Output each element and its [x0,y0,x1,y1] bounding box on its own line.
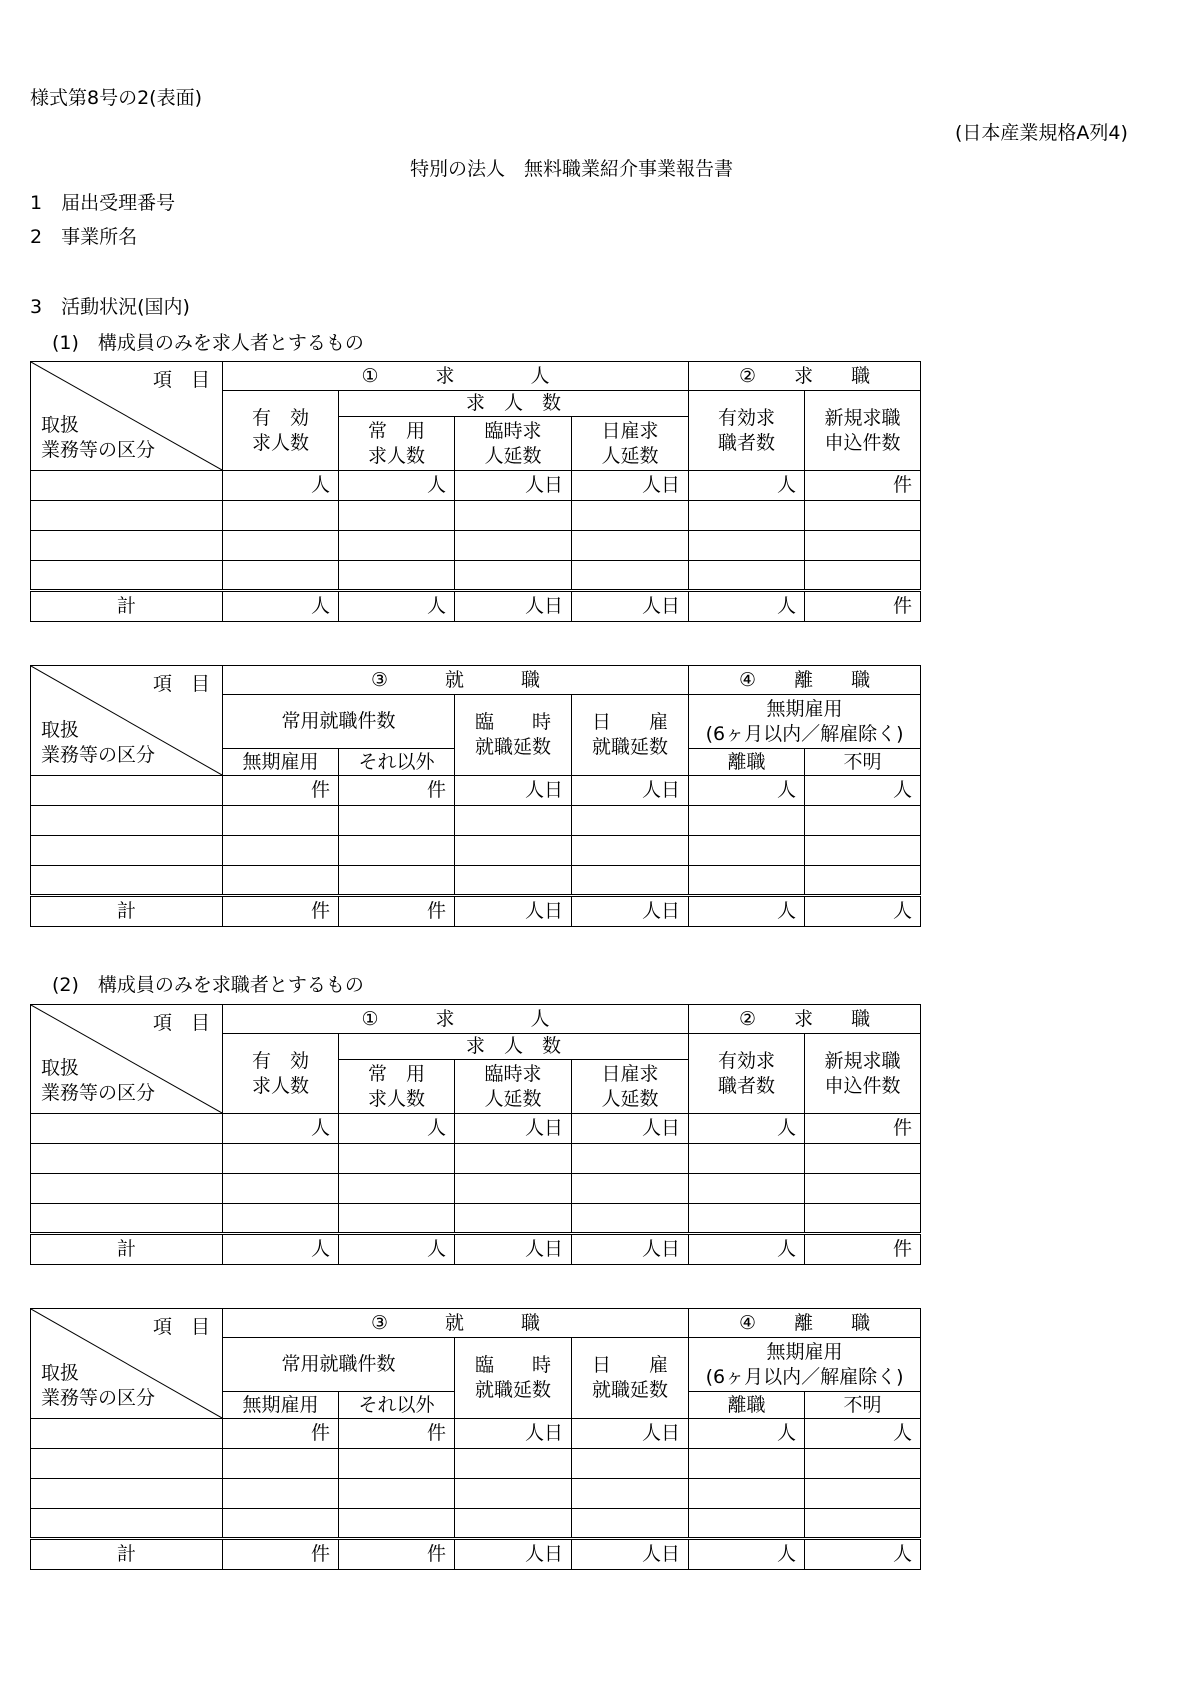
unit-cell: 人 [223,1234,339,1265]
col-header-daily-openings: 日雇求 人延数 [572,417,689,471]
table-2-employment [30,1308,921,1570]
col-header-valid-openings: 有 効 求人数 [223,1034,339,1114]
table-row [31,501,921,531]
table-1-recruitment [30,361,921,622]
col-header-unknown: 不明 [805,1392,921,1419]
unit-cell: 人 [223,1114,339,1144]
input-cell[interactable] [455,866,572,896]
input-cell[interactable] [31,836,223,866]
input-cell[interactable] [31,501,223,531]
input-cell[interactable] [339,1204,455,1234]
unit-cell: 件 [805,471,921,501]
unit-cell: 人 [223,471,339,501]
table-row [31,531,921,561]
col-header-valid-seekers: 有効求 職者数 [689,391,805,471]
unit-cell: 件 [339,1539,455,1570]
table-row [31,561,921,591]
input-cell[interactable] [455,1509,572,1539]
total-row [31,1539,921,1570]
group-header-recruitment: ① 求 人 [223,1005,689,1034]
input-cell[interactable] [339,501,455,531]
col-header-other: それ以外 [339,1392,455,1419]
table-corner-header [31,1309,223,1419]
input-cell[interactable] [689,1509,805,1539]
input-cell[interactable] [223,531,339,561]
unit-row [31,471,921,501]
col-header-daily-placements: 日 雇 就職延数 [572,1338,689,1419]
input-cell[interactable] [689,561,805,591]
table-row [31,1204,921,1234]
table-row [31,1479,921,1509]
input-cell[interactable] [31,776,223,806]
input-cell[interactable] [689,1204,805,1234]
group-header-separation: ④ 離 職 [689,666,921,695]
unit-cell: 人 [689,1539,805,1570]
input-cell[interactable] [31,1144,223,1174]
unit-row [31,1419,921,1449]
item-1-label: 1 届出受理番号 [30,192,176,214]
input-cell[interactable] [223,1449,339,1479]
input-cell[interactable] [689,1144,805,1174]
input-cell[interactable] [31,1419,223,1449]
total-label: 計 [31,591,223,622]
item-2-label: 2 事業所名 [30,226,138,248]
input-cell[interactable] [455,806,572,836]
input-cell[interactable] [455,1144,572,1174]
input-cell[interactable] [223,1204,339,1234]
input-cell[interactable] [805,806,921,836]
col-header-separated: 離職 [689,749,805,776]
subgroup-header-indefinite-employment: 無期雇用 (6ヶ月以内／解雇除く) [689,695,921,749]
total-row [31,591,921,622]
group-header-separation: ④ 離 職 [689,1309,921,1338]
unit-cell: 人 [339,1114,455,1144]
unit-cell: 人 [339,591,455,622]
subsection-2-label: (2) 構成員のみを求職者とするもの [52,974,364,996]
subgroup-header-indefinite-employment: 無期雇用 (6ヶ月以内／解雇除く) [689,1338,921,1392]
input-cell[interactable] [223,836,339,866]
item-3-label: 3 活動状況(国内) [30,296,190,318]
input-cell[interactable] [805,1204,921,1234]
col-header-other: それ以外 [339,749,455,776]
table-row [31,1509,921,1539]
unit-row [31,1114,921,1144]
unit-cell: 件 [339,896,455,927]
input-cell[interactable] [572,1479,689,1509]
input-cell[interactable] [339,806,455,836]
input-cell[interactable] [223,1174,339,1204]
unit-cell: 人日 [572,1419,689,1449]
input-cell[interactable] [31,1509,223,1539]
total-label: 計 [31,1539,223,1570]
input-cell[interactable] [805,836,921,866]
col-header-temporary-placements: 臨 時 就職延数 [455,1338,572,1419]
input-cell[interactable] [455,531,572,561]
col-header-valid-openings: 有 効 求人数 [223,391,339,471]
unit-cell: 人 [805,1419,921,1449]
input-cell[interactable] [572,1174,689,1204]
input-cell[interactable] [31,1479,223,1509]
unit-cell: 人 [339,471,455,501]
input-cell[interactable] [805,501,921,531]
table-row [31,806,921,836]
input-cell[interactable] [805,531,921,561]
col-header-indefinite: 無期雇用 [223,749,339,776]
col-header-temporary-placements: 臨 時 就職延数 [455,695,572,776]
unit-cell: 人日 [455,1234,572,1265]
unit-cell: 人 [689,591,805,622]
subsection-1-label: (1) 構成員のみを求人者とするもの [52,332,364,354]
page-title: 特別の法人 無料職業紹介事業報告書 [410,158,734,180]
subgroup-header-openings: 求 人 数 [339,1034,689,1060]
unit-cell: 人 [805,776,921,806]
input-cell[interactable] [805,1144,921,1174]
unit-cell: 件 [339,1419,455,1449]
input-cell[interactable] [339,836,455,866]
unit-cell: 人 [689,1234,805,1265]
subgroup-header-regular-placements: 常用就職件数 [223,1338,455,1392]
input-cell[interactable] [339,1144,455,1174]
input-cell[interactable] [339,1509,455,1539]
input-cell[interactable] [339,1479,455,1509]
col-header-new-applications: 新規求職 申込件数 [805,391,921,471]
col-header-regular-openings: 常 用 求人数 [339,417,455,471]
col-header-daily-placements: 日 雇 就職延数 [572,695,689,776]
input-cell[interactable] [455,1174,572,1204]
corner-item-label: 項 目 [152,369,210,391]
input-cell[interactable] [339,561,455,591]
input-cell[interactable] [689,501,805,531]
input-cell[interactable] [455,561,572,591]
input-cell[interactable] [572,531,689,561]
group-header-job-seeking: ② 求 職 [689,1005,921,1034]
input-cell[interactable] [455,1204,572,1234]
input-cell[interactable] [689,1174,805,1204]
input-cell[interactable] [223,1479,339,1509]
input-cell[interactable] [223,1509,339,1539]
input-cell[interactable] [455,1479,572,1509]
col-header-temporary-openings: 臨時求 人延数 [455,1060,572,1114]
col-header-unknown: 不明 [805,749,921,776]
group-header-employment: ③ 就 職 [223,666,689,695]
col-header-separated: 離職 [689,1392,805,1419]
col-header-indefinite: 無期雇用 [223,1392,339,1419]
paper-size-note: (日本産業規格A列4) [955,122,1128,144]
input-cell[interactable] [455,501,572,531]
input-cell[interactable] [689,1449,805,1479]
table-row [31,1449,921,1479]
input-cell[interactable] [455,836,572,866]
input-cell[interactable] [689,1479,805,1509]
input-cell[interactable] [223,866,339,896]
unit-cell: 件 [339,776,455,806]
input-cell[interactable] [31,471,223,501]
input-cell[interactable] [572,1204,689,1234]
unit-cell: 件 [805,591,921,622]
unit-cell: 人 [689,1114,805,1144]
unit-cell: 人日 [572,1114,689,1144]
input-cell[interactable] [689,531,805,561]
total-row [31,1234,921,1265]
input-cell[interactable] [31,866,223,896]
unit-cell: 人 [689,1419,805,1449]
table-corner-header [31,1005,223,1114]
unit-cell: 件 [805,1114,921,1144]
input-cell[interactable] [339,866,455,896]
table-1-employment [30,665,921,927]
unit-cell: 人日 [455,1419,572,1449]
col-header-temporary-openings: 臨時求 人延数 [455,417,572,471]
input-cell[interactable] [223,561,339,591]
input-cell[interactable] [572,561,689,591]
unit-cell: 件 [223,896,339,927]
input-cell[interactable] [689,806,805,836]
input-cell[interactable] [572,1509,689,1539]
unit-cell: 人 [805,1539,921,1570]
unit-cell: 人日 [455,776,572,806]
corner-category-label: 取扱 業務等の区分 [41,718,156,767]
unit-row [31,776,921,806]
input-cell[interactable] [805,1479,921,1509]
input-cell[interactable] [223,1144,339,1174]
input-cell[interactable] [31,1114,223,1144]
unit-cell: 人日 [455,591,572,622]
col-header-daily-openings: 日雇求 人延数 [572,1060,689,1114]
table-corner-header [31,666,223,776]
input-cell[interactable] [572,1449,689,1479]
unit-cell: 人 [805,896,921,927]
unit-cell: 人 [223,591,339,622]
input-cell[interactable] [572,866,689,896]
total-label: 計 [31,1234,223,1265]
input-cell[interactable] [31,531,223,561]
unit-cell: 人日 [455,1114,572,1144]
table-row [31,1144,921,1174]
table-row [31,1174,921,1204]
input-cell[interactable] [31,561,223,591]
unit-cell: 人 [689,896,805,927]
corner-category-label: 取扱 業務等の区分 [41,1056,156,1105]
subgroup-header-regular-placements: 常用就職件数 [223,695,455,749]
unit-cell: 人日 [572,471,689,501]
unit-cell: 人 [339,1234,455,1265]
corner-item-label: 項 目 [152,1012,210,1034]
unit-cell: 人日 [572,591,689,622]
input-cell[interactable] [805,1174,921,1204]
table-row [31,836,921,866]
group-header-recruitment: ① 求 人 [223,362,689,391]
input-cell[interactable] [455,1449,572,1479]
input-cell[interactable] [805,866,921,896]
input-cell[interactable] [339,1449,455,1479]
corner-item-label: 項 目 [152,673,210,695]
subgroup-header-openings: 求 人 数 [339,391,689,417]
total-label: 計 [31,896,223,927]
unit-cell: 件 [223,1419,339,1449]
input-cell[interactable] [805,1449,921,1479]
input-cell[interactable] [572,836,689,866]
table-row [31,866,921,896]
input-cell[interactable] [31,1449,223,1479]
unit-cell: 人日 [572,776,689,806]
unit-cell: 人日 [572,1234,689,1265]
unit-cell: 件 [223,776,339,806]
input-cell[interactable] [689,866,805,896]
input-cell[interactable] [805,1509,921,1539]
table-corner-header [31,362,223,471]
corner-item-label: 項 目 [152,1316,210,1338]
unit-cell: 人日 [572,1539,689,1570]
input-cell[interactable] [31,1204,223,1234]
input-cell[interactable] [339,1174,455,1204]
input-cell[interactable] [572,806,689,836]
group-header-employment: ③ 就 職 [223,1309,689,1338]
unit-cell: 人日 [455,471,572,501]
total-row [31,896,921,927]
form-id: 様式第8号の2(表面) [30,87,203,109]
unit-cell: 件 [223,1539,339,1570]
input-cell[interactable] [31,1174,223,1204]
unit-cell: 人 [689,776,805,806]
col-header-new-applications: 新規求職 申込件数 [805,1034,921,1114]
unit-cell: 件 [805,1234,921,1265]
group-header-job-seeking: ② 求 職 [689,362,921,391]
input-cell[interactable] [223,806,339,836]
table-2-recruitment [30,1004,921,1265]
unit-cell: 人 [689,471,805,501]
corner-category-label: 取扱 業務等の区分 [41,413,156,462]
unit-cell: 人日 [455,896,572,927]
input-cell[interactable] [572,1144,689,1174]
unit-cell: 人日 [455,1539,572,1570]
unit-cell: 人日 [572,896,689,927]
input-cell[interactable] [572,501,689,531]
input-cell[interactable] [805,561,921,591]
corner-category-label: 取扱 業務等の区分 [41,1361,156,1410]
input-cell[interactable] [31,806,223,836]
col-header-valid-seekers: 有効求 職者数 [689,1034,805,1114]
input-cell[interactable] [223,501,339,531]
input-cell[interactable] [339,531,455,561]
input-cell[interactable] [689,836,805,866]
col-header-regular-openings: 常 用 求人数 [339,1060,455,1114]
